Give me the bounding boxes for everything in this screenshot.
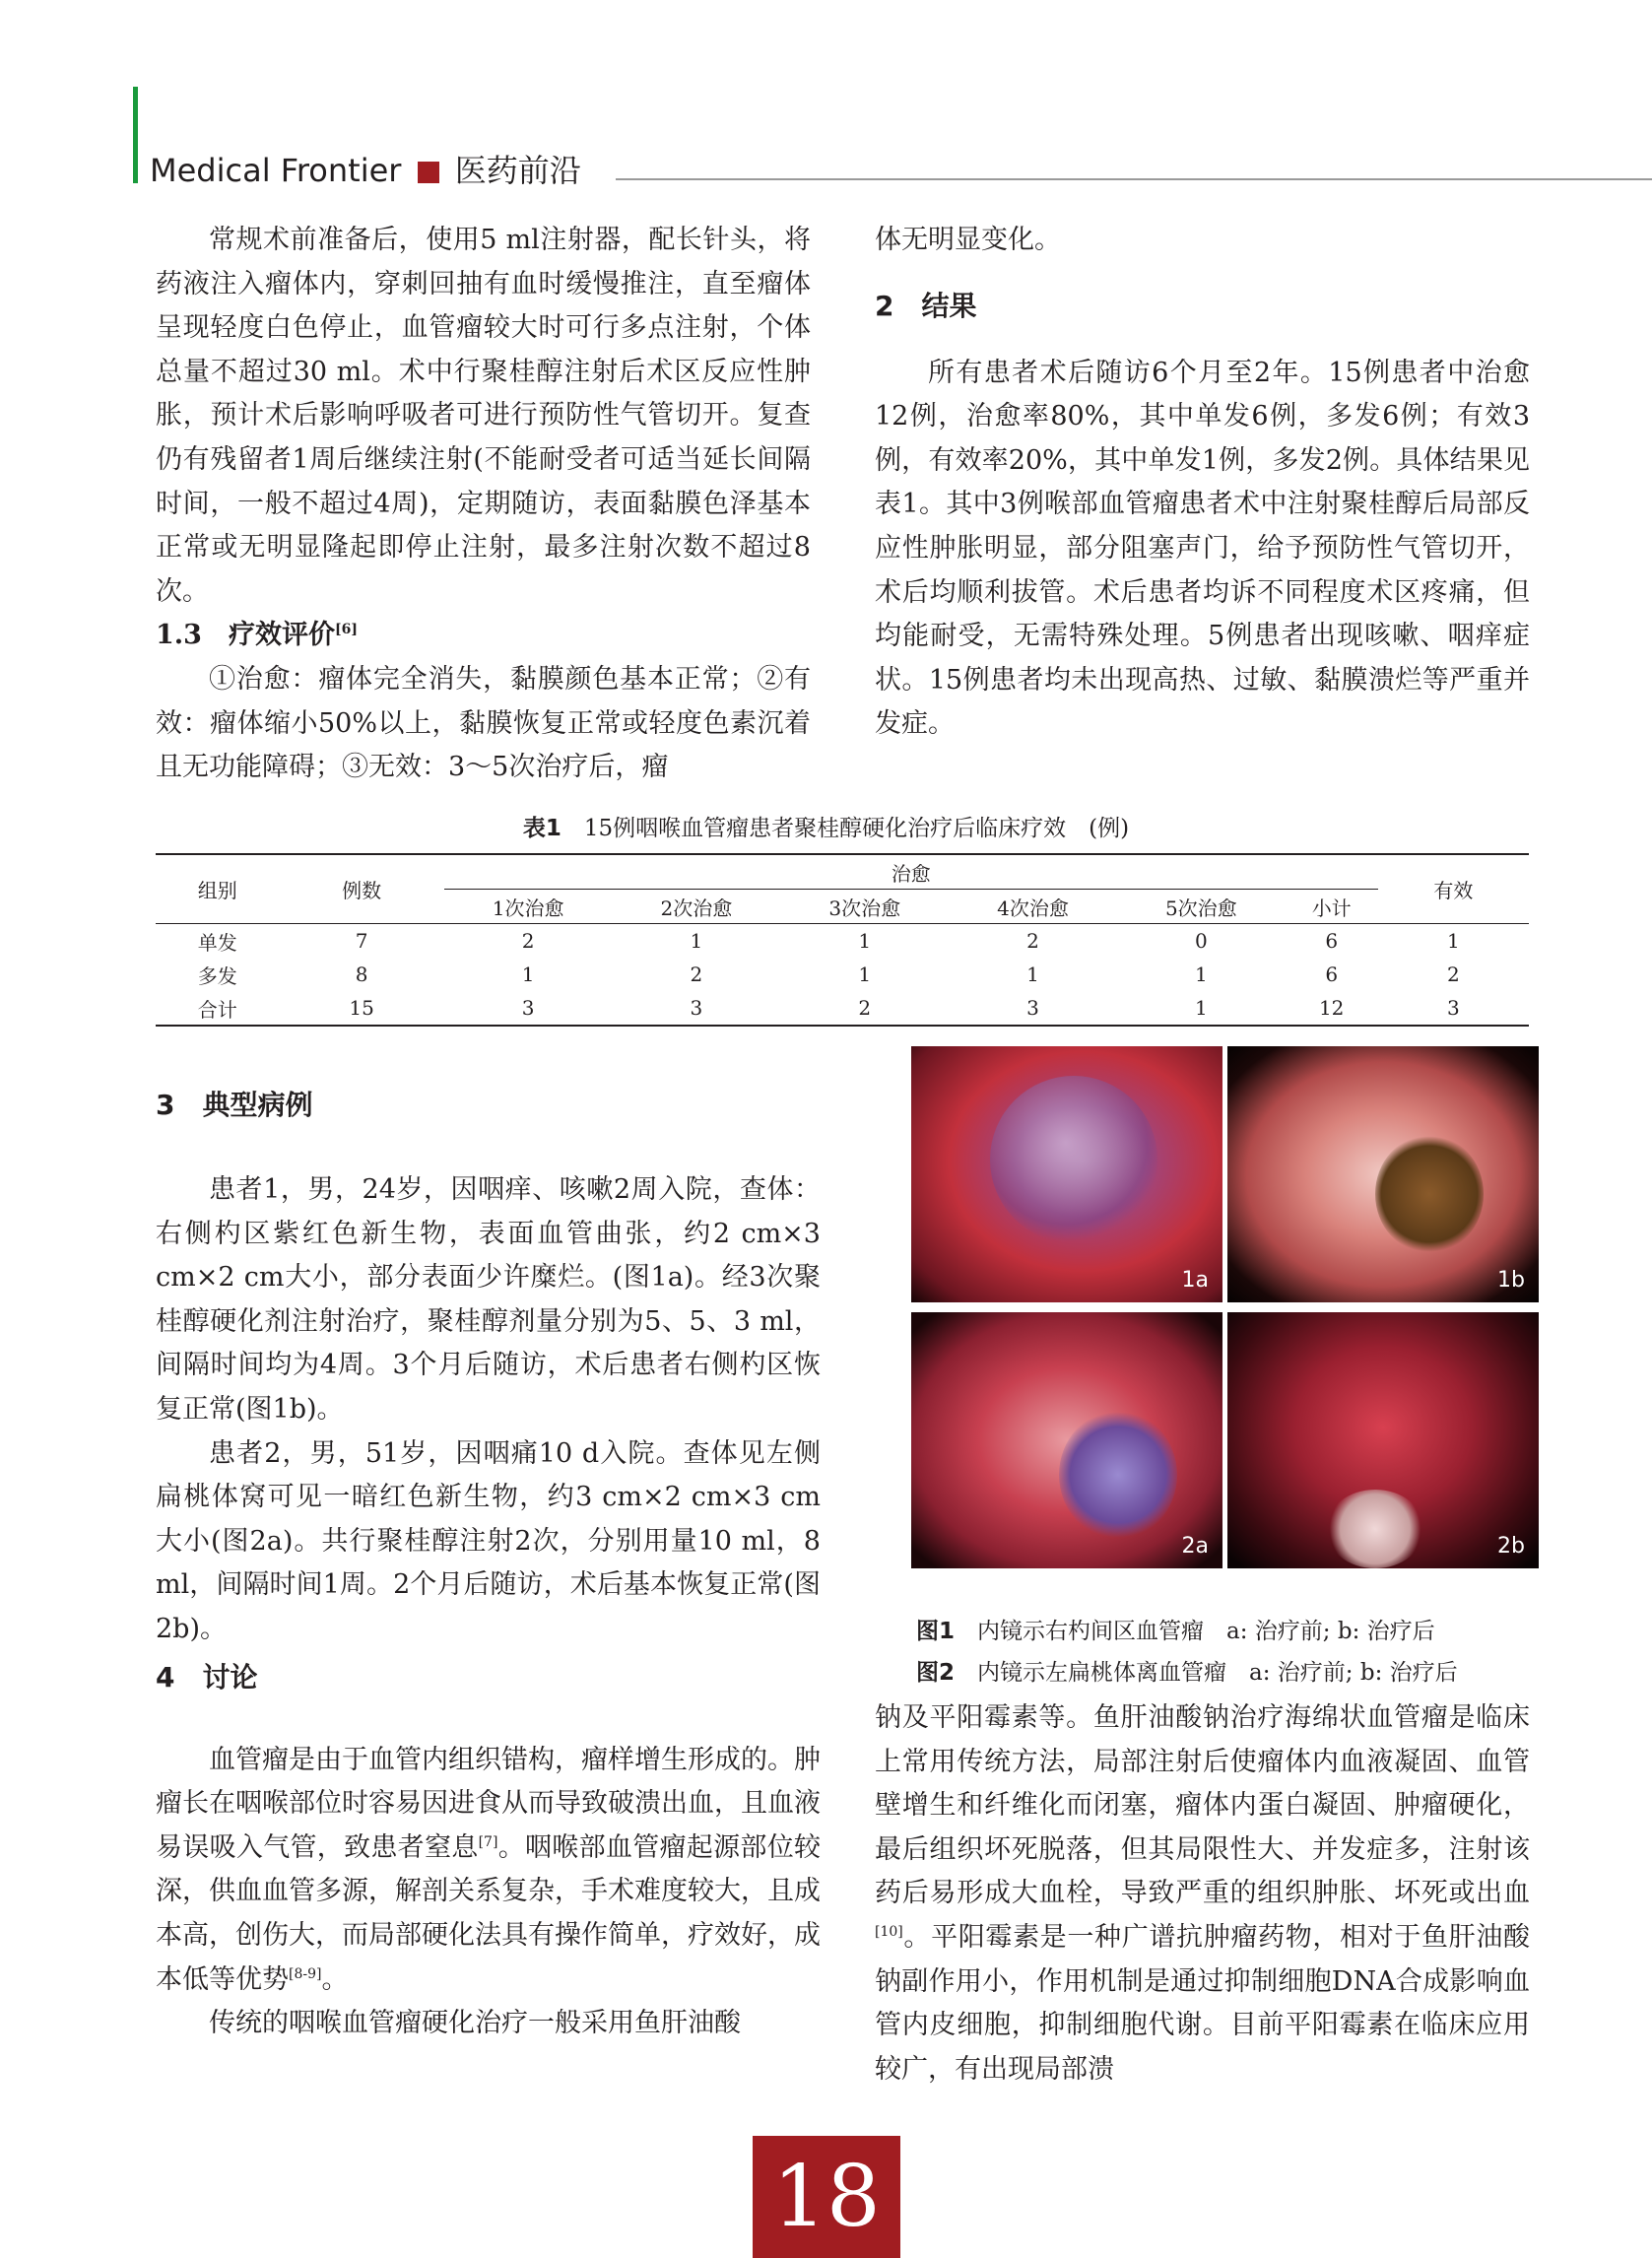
table-row [156, 924, 1529, 959]
discussion-paragraph-2: 传统的咽喉血管瘤硬化治疗一般采用鱼肝油酸 [209, 2008, 741, 2039]
table-cell: 2 [690, 963, 703, 986]
photo-2a-overlay [1059, 1411, 1177, 1539]
section-1-3-heading [156, 614, 811, 658]
table-caption [0, 810, 1652, 842]
ref-8-9: [8-9] [289, 1965, 322, 1982]
th-sub: 小计 [1311, 896, 1352, 920]
th-sub: 1次治愈 [492, 896, 564, 920]
th-group: 组别 [197, 879, 237, 902]
ref-6: [6] [334, 622, 358, 638]
table-cell: 0 [1194, 929, 1208, 953]
table-cell: 3 [1026, 996, 1039, 1020]
photo-1b [1227, 1046, 1539, 1302]
table-1 [156, 853, 1529, 1027]
table-cell: 3 [521, 996, 535, 1020]
section-2-heading: 2 结果 [875, 289, 977, 322]
table-cell: 1 [1194, 963, 1208, 986]
table-cell: 1 [1026, 963, 1039, 986]
th-sub: 4次治愈 [997, 896, 1069, 920]
figure-2-text: 内镜示左扁桃体离血管瘤 a: 治疗前; b: 治疗后 [955, 1660, 1458, 1686]
photo-1a-label: 1a [1181, 1268, 1209, 1293]
table-cell: 1 [690, 929, 703, 953]
discussion-paragraph-1 [156, 1739, 821, 2003]
th-effective: 有效 [1433, 879, 1474, 902]
table-caption-label: 表1 [522, 816, 562, 841]
discussion-text-b: 。咽喉部血管瘤起源部位较深，供血血管多源，解剖关系复杂，手术难度较大，且成本高，创伤大，而局部硬化法具有操作简单，疗效好，成本低等优势 [156, 1831, 821, 1995]
photo-2b-label: 2b [1497, 1534, 1525, 1559]
header-brand [150, 146, 581, 191]
table-cell: 3 [690, 996, 703, 1020]
discussion-text-a: 血管瘤是由于血管内组织错构，瘤样增生形成的。肿瘤长在咽喉部位时容易因进食从而导致破溃出血，且血液易误吸入气管，致患者窒息 [156, 1744, 821, 1863]
figure-2-caption [916, 1654, 1458, 1687]
th-sub: 3次治愈 [828, 896, 901, 920]
figure-1-text: 内镜示右杓间区血管瘤 a: 治疗前; b: 治疗后 [955, 1619, 1435, 1644]
case-2-paragraph: 患者2，男，51岁，因咽痛10 d入院。查体见左侧扁桃体窝可见一暗红色新生物，约3 cm×2 cm×3 cm大小(图2a)。共行聚桂醇注射2次，分别用量10 ml，8 ml，间隔时间1周。2个月后随访，术后基本恢复正常(图2b)。 [156, 1437, 829, 1644]
table-cell: 6 [1325, 929, 1339, 953]
photo-1b-label: 1b [1497, 1268, 1525, 1293]
section-1-3-title: 1.3 疗效评价 [156, 620, 335, 651]
table-row [156, 991, 1529, 1026]
page-number-box [753, 2136, 900, 2258]
left-column-top [156, 219, 811, 790]
method-paragraph: 常规术前准备后，使用5 ml注射器，配长针头，将药液注入瘤体内，穿刺回抽有血时缓慢推注，直至瘤体呈现轻度白色停止，血管瘤较大时可行多点注射，个体总量不超过30 ml。术中行聚桂醇注射后术区反应性肿胀，预计术后影响呼吸者可进行预防性气管切开。复查仍有残留者1周后继续注射(不能耐受者可适当延长间隔时间，一般不超过4周)，定期随访，表面黏膜色泽基本正常或无明显隆起即停止注射，最多注射次数不超过8次。 [156, 225, 811, 607]
table-cell: 1 [521, 963, 535, 986]
photo-1b-overlay [1375, 1135, 1484, 1253]
page-number: 18 [772, 2148, 881, 2246]
brand-chinese: 医药前沿 [454, 152, 581, 189]
photo-2b [1227, 1312, 1539, 1568]
figure-2-label: 图2 [916, 1660, 956, 1686]
continuation-text: 体无明显变化。 [875, 225, 1061, 255]
brand-english: Medical Frontier [150, 152, 402, 189]
photo-2b-overlay [1326, 1490, 1424, 1568]
section-3-heading: 3 典型病例 [156, 1089, 313, 1121]
results-paragraph: 所有患者术后随访6个月至2年。15例患者中治愈12例，治愈率80%，其中单发6例，多发6例；有效3例，有效率20%，其中单发1例，多发2例。具体结果见表1。其中3例喉部血管瘤患者术中注射聚桂醇后局部反应性肿胀明显，部分阻塞声门，给予预防性气管切开，术后均顺利拔管。术后患者均诉不同程度术区疼痛，但均能耐受，无需特殊处理。5例患者出现咳嗽、咽痒症状。15例患者均未出现高热、过敏、黏膜溃烂等严重并发症。 [875, 357, 1530, 740]
table-cell: 6 [1325, 963, 1339, 986]
discussion-continuation [875, 1696, 1530, 2092]
figure-1-label: 图1 [916, 1619, 956, 1644]
table-cell: 3 [1446, 996, 1460, 1020]
table-cell: 1 [1446, 929, 1460, 953]
left-column-bottom [156, 1084, 829, 2046]
table-caption-text: 15例咽喉血管瘤患者聚桂醇硬化治疗后临床疗效 (例) [561, 816, 1130, 841]
table-cell: 2 [1026, 929, 1039, 953]
brand-square-icon [418, 162, 439, 183]
table-cell: 12 [1318, 996, 1345, 1020]
table-cell: 1 [1194, 996, 1208, 1020]
table-cell: 1 [858, 929, 872, 953]
right-column-top [875, 219, 1530, 747]
figure-1-caption [916, 1613, 1435, 1645]
th-sub: 5次治愈 [1164, 896, 1237, 920]
discussion-right-text-b: 。平阳霉素是一种广谱抗肿瘤药物，相对于鱼肝油酸钠副作用小，作用机制是通过抑制细胞DNA合成影响血管内皮细胞，抑制细胞代谢。目前平阳霉素在临床应用较广，有出现局部溃 [875, 1921, 1530, 2085]
header-rule [616, 178, 1652, 180]
right-column-bottom [875, 1696, 1530, 2092]
discussion-text-c: 。 [321, 1963, 349, 1995]
table-cell: 7 [355, 929, 368, 953]
criteria-paragraph: ①治愈：瘤体完全消失，黏膜颜色基本正常；②有效：瘤体缩小50%以上，黏膜恢复正常或轻度色素沉着且无功能障碍；③无效：3～5次治疗后，瘤 [156, 663, 811, 783]
photo-1a [911, 1046, 1222, 1302]
header-green-bar [133, 87, 138, 183]
th-sub: 2次治愈 [660, 896, 733, 920]
case-1-paragraph: 患者1，男，24岁，因咽痒、咳嗽2周入院，查体：右侧杓区紫红色新生物，表面血管曲张，约2 cm×3 cm×2 cm大小，部分表面少许糜烂。(图1a)。经3次聚桂醇硬化剂注射治疗，聚桂醇剂量分别为5、5、3 ml，间隔时间均为4周。3个月后随访，术后患者右侧杓区恢复正常(图1b)。 [156, 1174, 829, 1425]
discussion-right-text-a: 钠及平阳霉素等。鱼肝油酸钠治疗海绵状血管瘤是临床上常用传统方法，局部注射后使瘤体内血液凝固、血管壁增生和纤维化而闭塞，瘤体内蛋白凝固、肿瘤硬化，最后组织坏死脱落，但其局限性大、并发症多，注射该药后易形成大血栓，导致严重的组织肿胀、坏死或出血 [875, 1702, 1530, 1909]
table-row [156, 958, 1529, 991]
ref-7: [7] [478, 1833, 498, 1850]
photo-1a-overlay [990, 1076, 1157, 1243]
section-4-heading: 4 讨论 [156, 1660, 258, 1694]
table-cell: 2 [521, 929, 535, 953]
table-cell: 1 [858, 963, 872, 986]
th-cure: 治愈 [444, 854, 1378, 890]
table-cell: 单发 [197, 930, 237, 955]
table-cell: 多发 [197, 963, 237, 988]
th-count: 例数 [342, 879, 382, 902]
table-cell: 合计 [197, 997, 237, 1022]
table-cell: 8 [355, 963, 368, 986]
photo-2a [911, 1312, 1222, 1568]
table-cell: 2 [858, 996, 872, 1020]
table-cell: 2 [1446, 963, 1460, 986]
table-cell: 15 [349, 996, 374, 1020]
photo-2a-label: 2a [1181, 1534, 1209, 1559]
ref-10: [10] [875, 1923, 903, 1940]
